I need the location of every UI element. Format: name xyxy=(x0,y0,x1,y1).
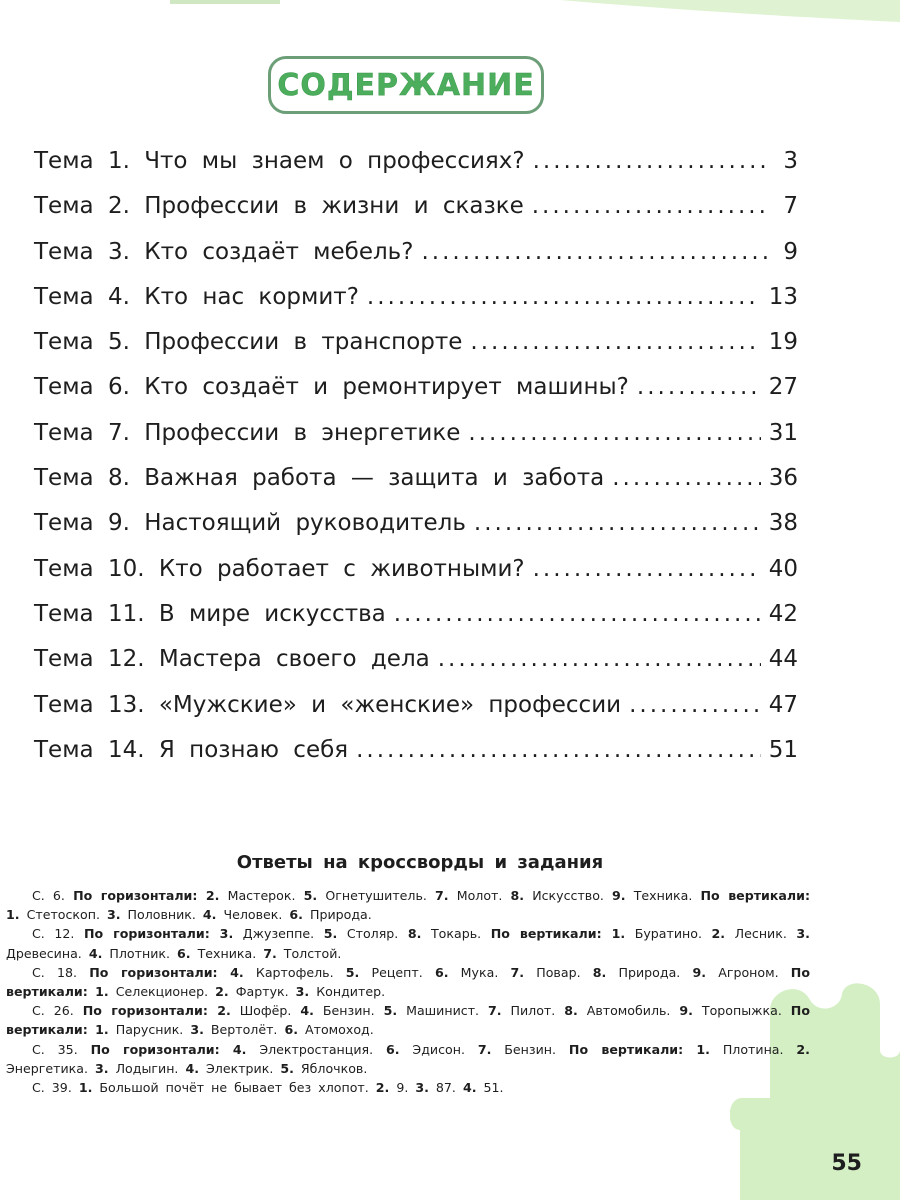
answer-key: 7. xyxy=(477,1041,492,1057)
answer-text: Атомоход. xyxy=(298,1022,374,1038)
answer-key: 4. xyxy=(300,1003,314,1019)
toc-entry-page: 7 xyxy=(783,193,798,220)
answer-key: 6. xyxy=(177,945,191,961)
toc-entry-page: 9 xyxy=(783,238,798,265)
answer-text: 9. xyxy=(389,1080,416,1096)
toc-entry[interactable] xyxy=(34,193,798,238)
answer-key: 9. xyxy=(612,888,626,903)
answer-text: Картофель. xyxy=(243,964,346,980)
toc-entry-number: 5. xyxy=(107,329,130,356)
page-number: 55 xyxy=(831,1151,862,1176)
toc-entry-number: 2. xyxy=(107,193,130,220)
toc-entry[interactable] xyxy=(34,284,798,329)
answer-text: Шофёр. xyxy=(230,1003,301,1019)
answer-key: 3. xyxy=(95,1060,109,1076)
answer-text: Мастерок. xyxy=(219,888,304,903)
answer-key: 8. xyxy=(407,926,422,942)
toc-dot-leader xyxy=(356,737,761,763)
toc-dot-leader xyxy=(470,329,760,355)
answer-text: Автомобиль. xyxy=(577,1003,680,1019)
answer-text: Древесина. xyxy=(6,945,89,961)
toc-entry-page: 36 xyxy=(768,465,798,492)
contents-title: СОДЕРЖАНИЕ xyxy=(277,67,535,103)
answer-text: Агроном. xyxy=(706,964,791,980)
toc-dot-leader xyxy=(367,284,761,310)
answer-text: Фартук. xyxy=(228,984,296,1000)
toc-entry-page: 40 xyxy=(768,555,798,582)
answer-text: Бензин. xyxy=(491,1041,569,1057)
answer-text: Джузеппе. xyxy=(233,926,324,942)
answer-key: 7. xyxy=(435,888,449,903)
answer-text: Техника. xyxy=(190,945,264,961)
table-of-contents xyxy=(34,148,798,782)
answer-text: Искусство. xyxy=(524,888,613,903)
answer-text: Яблочков. xyxy=(293,1060,368,1076)
toc-entry-label: Тема xyxy=(34,736,94,763)
toc-entry-title: Настоящий руководитель xyxy=(144,510,466,537)
toc-entry-page: 27 xyxy=(768,374,798,401)
answer-text: Человек. xyxy=(216,907,290,923)
answer-text: Огнетушитель. xyxy=(317,888,436,903)
toc-entry[interactable] xyxy=(34,148,798,193)
toc-entry-number: 14. xyxy=(107,736,145,763)
answer-key: 2. xyxy=(796,1041,810,1057)
answer-key: 1. xyxy=(78,1080,93,1096)
answer-text: Пилот. xyxy=(501,1003,565,1019)
toc-entry-number: 6. xyxy=(107,374,130,401)
answer-key: По горизонтали: 2. xyxy=(73,888,220,903)
answer-text: Парусник. xyxy=(108,1022,191,1038)
answer-key: 3. xyxy=(295,984,310,1000)
answer-paragraph xyxy=(6,963,810,1001)
toc-entry-page: 19 xyxy=(768,329,798,356)
answer-key: 8. xyxy=(510,888,525,903)
decorative-top-band xyxy=(0,0,900,60)
toc-entry-title: Я познаю себя xyxy=(158,736,349,763)
toc-entry-number: 7. xyxy=(107,419,130,446)
answer-key: 2. xyxy=(215,984,229,1000)
toc-entry-page: 31 xyxy=(768,419,798,446)
toc-entry-label: Тема xyxy=(34,419,94,446)
toc-dot-leader xyxy=(421,239,770,265)
answer-key: 6. xyxy=(434,964,449,980)
answer-text: Природа. xyxy=(606,964,693,980)
toc-entry-title: Кто работает с животными? xyxy=(158,555,525,582)
answer-text: Лесник. xyxy=(725,926,797,942)
answer-key: 6. xyxy=(289,907,303,923)
toc-entry[interactable] xyxy=(34,329,798,374)
toc-dot-leader xyxy=(533,148,770,174)
answer-text: Токарь. xyxy=(421,926,491,942)
answer-text: Стетоскоп. xyxy=(19,907,107,923)
answer-key: По вертикали: 1. xyxy=(6,1003,810,1038)
answer-text: Столяр. xyxy=(337,926,408,942)
toc-entry[interactable] xyxy=(34,646,798,691)
toc-entry-page: 13 xyxy=(768,283,798,310)
toc-entry[interactable] xyxy=(34,692,798,737)
toc-entry-label: Тема xyxy=(34,646,94,673)
answer-text: С. 26. xyxy=(32,1003,83,1019)
answer-key: По горизонтали: 3. xyxy=(83,926,234,942)
toc-entry-page: 51 xyxy=(768,736,798,763)
toc-entry-page: 3 xyxy=(783,148,798,174)
answer-key: 2. xyxy=(711,926,726,942)
answer-key: 5. xyxy=(383,1003,398,1019)
answer-key: 8. xyxy=(564,1003,578,1019)
answer-text: Селекционер. xyxy=(108,984,216,1000)
answer-text: Природа. xyxy=(302,907,372,923)
toc-dot-leader xyxy=(394,601,761,627)
answer-key: По вертикали: 1. xyxy=(6,888,810,923)
answer-text: Рецепт. xyxy=(359,964,435,980)
answer-key: По вертикали: 1. xyxy=(568,1041,710,1057)
toc-entry-label: Тема xyxy=(34,148,94,174)
toc-entry[interactable] xyxy=(34,737,798,782)
toc-entry-number: 11. xyxy=(107,600,145,627)
answer-key: 2. xyxy=(375,1080,390,1096)
toc-entry-title: Профессии в энергетике xyxy=(144,419,461,446)
answer-text: Электростанция. xyxy=(246,1041,386,1057)
toc-entry-number: 9. xyxy=(107,510,130,537)
toc-entry-title: В мире искусства xyxy=(158,600,386,627)
answers-block xyxy=(6,886,810,1097)
toc-entry[interactable] xyxy=(34,420,798,465)
toc-entry[interactable] xyxy=(34,601,798,646)
answer-key: 7. xyxy=(488,1003,502,1019)
answer-text: Машинист. xyxy=(397,1003,488,1019)
answer-key: 9. xyxy=(679,1003,693,1019)
toc-entry-number: 1. xyxy=(107,148,130,174)
toc-dot-leader xyxy=(629,692,761,718)
answer-paragraph xyxy=(6,886,810,924)
answer-text: С. 18. xyxy=(32,964,90,980)
answer-text: Толстой. xyxy=(276,945,342,961)
answer-text: Эдисон. xyxy=(399,1041,478,1057)
toc-entry-title: Мастера своего дела xyxy=(158,646,430,673)
toc-entry-label: Тема xyxy=(34,283,94,310)
answer-key: 4. xyxy=(462,1080,477,1096)
toc-entry-label: Тема xyxy=(34,600,94,627)
toc-entry-number: 10. xyxy=(107,555,145,582)
answer-text: Кондитер. xyxy=(309,984,386,1000)
answer-key: 5. xyxy=(280,1060,294,1076)
answer-text: 51. xyxy=(476,1080,504,1096)
toc-entry-label: Тема xyxy=(34,510,94,537)
toc-dot-leader xyxy=(474,510,761,536)
answer-text: Вертолёт. xyxy=(203,1022,285,1038)
toc-entry-title: Важная работа — защита и забота xyxy=(144,465,605,492)
toc-entry-label: Тема xyxy=(34,691,94,718)
answer-text: С. 12. xyxy=(32,926,84,942)
answer-text: Энергетика. xyxy=(6,1060,95,1076)
answer-text: Буратино. xyxy=(625,926,712,942)
toc-entry-page: 44 xyxy=(768,646,798,673)
answer-key: 6. xyxy=(385,1041,400,1057)
answer-text: Половник. xyxy=(120,907,203,923)
toc-dot-leader xyxy=(532,193,770,219)
answer-key: 9. xyxy=(692,964,707,980)
toc-dot-leader xyxy=(438,646,761,672)
toc-entry-number: 4. xyxy=(107,283,130,310)
answer-key: 7. xyxy=(510,964,525,980)
answer-key: 6. xyxy=(284,1022,299,1038)
answer-text: Плотник. xyxy=(102,945,177,961)
answer-key: По вертикали: 1. xyxy=(6,964,810,1000)
answer-key: 5. xyxy=(303,888,318,903)
answer-text: Техника. xyxy=(625,888,701,903)
toc-entry-label: Тема xyxy=(34,465,94,492)
answer-text: 87. xyxy=(428,1080,463,1096)
answer-text: С. 35. xyxy=(32,1041,91,1057)
toc-entry-title: Кто создаёт мебель? xyxy=(144,238,414,265)
answer-key: 4. xyxy=(202,907,217,923)
answer-key: По горизонтали: 4. xyxy=(89,964,244,980)
toc-entry-title: Кто создаёт и ремонтирует машины? xyxy=(144,374,629,401)
toc-dot-leader xyxy=(468,420,760,446)
answer-text: Плотина. xyxy=(709,1041,797,1057)
answer-paragraph xyxy=(6,1078,810,1097)
answer-key: 4. xyxy=(88,945,103,961)
toc-entry[interactable] xyxy=(34,374,798,419)
answer-key: 7. xyxy=(263,945,277,961)
answer-key: 3. xyxy=(106,907,121,923)
answer-text: Лодыгин. xyxy=(108,1060,186,1076)
answer-key: 8. xyxy=(592,964,607,980)
answer-text: Большой почёт не бывает без хлопот. xyxy=(92,1080,376,1096)
answer-paragraph xyxy=(6,1040,810,1078)
answer-paragraph xyxy=(6,924,810,962)
toc-entry-page: 47 xyxy=(768,691,798,718)
contents-title-box xyxy=(268,56,544,114)
toc-entry-label: Тема xyxy=(34,193,94,220)
toc-entry[interactable] xyxy=(34,465,798,510)
answer-text: С. 6. xyxy=(32,888,74,903)
answer-text: Мука. xyxy=(448,964,511,980)
toc-entry[interactable] xyxy=(34,510,798,555)
toc-entry-label: Тема xyxy=(34,374,94,401)
toc-dot-leader xyxy=(533,556,761,582)
toc-entry[interactable] xyxy=(34,239,798,284)
answer-text: Молот. xyxy=(448,888,511,903)
answer-paragraph xyxy=(6,1001,810,1039)
answer-key: 5. xyxy=(345,964,360,980)
answer-text: Торопыжка. xyxy=(692,1003,791,1019)
toc-entry-title: Кто нас кормит? xyxy=(144,283,359,310)
toc-dot-leader xyxy=(612,465,760,491)
toc-entry-title: Профессии в жизни и сказке xyxy=(144,193,524,220)
toc-entry-title: «Мужские» и «женские» профессии xyxy=(158,691,622,718)
toc-entry-page: 42 xyxy=(768,600,798,627)
toc-entry-title: Что мы знаем о профессиях? xyxy=(144,148,525,174)
toc-entry-title: Профессии в транспорте xyxy=(144,329,463,356)
toc-entry[interactable] xyxy=(34,556,798,601)
answer-text: Повар. xyxy=(524,964,593,980)
toc-dot-leader xyxy=(637,374,761,400)
toc-entry-label: Тема xyxy=(34,555,94,582)
toc-entry-number: 3. xyxy=(107,238,130,265)
answer-key: 3. xyxy=(415,1080,429,1096)
toc-entry-label: Тема xyxy=(34,238,94,265)
toc-entry-number: 8. xyxy=(107,465,130,492)
answer-key: 5. xyxy=(323,926,338,942)
answer-key: 3. xyxy=(796,926,810,942)
answer-key: По горизонтали: 2. xyxy=(82,1003,231,1019)
answer-text: Бензин. xyxy=(313,1003,384,1019)
toc-entry-label: Тема xyxy=(34,329,94,356)
answer-key: По вертикали: 1. xyxy=(490,926,626,942)
toc-entry-page: 38 xyxy=(768,510,798,537)
answer-key: 3. xyxy=(190,1022,204,1038)
answer-key: По горизонтали: 4. xyxy=(90,1041,247,1057)
toc-entry-number: 13. xyxy=(107,691,145,718)
answer-key: 4. xyxy=(185,1060,199,1076)
answer-text: Электрик. xyxy=(199,1060,281,1076)
answers-heading: Ответы на кроссворды и задания xyxy=(236,852,604,873)
answer-text: С. 39. xyxy=(32,1080,79,1096)
toc-entry-number: 12. xyxy=(107,646,145,673)
